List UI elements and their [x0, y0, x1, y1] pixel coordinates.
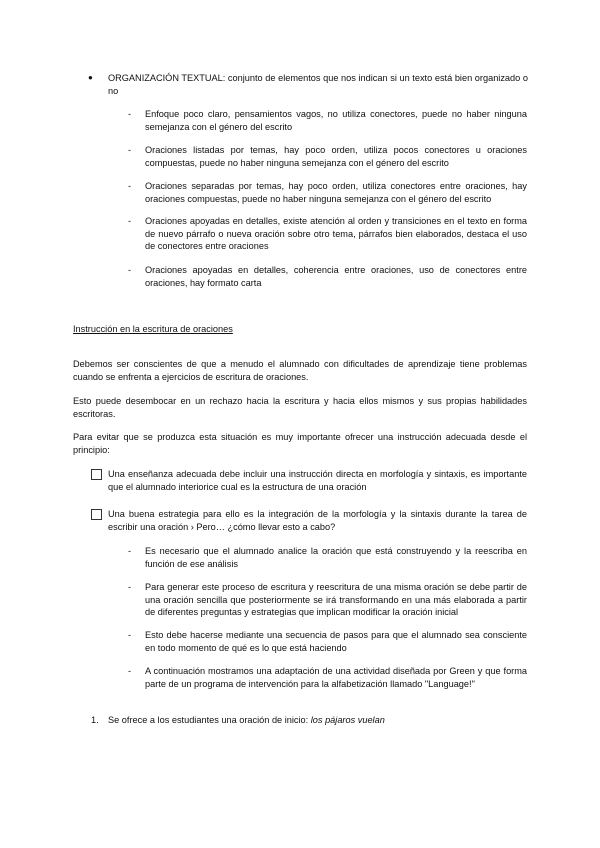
bullet-marker: ● [88, 73, 93, 82]
checkbox[interactable] [91, 469, 102, 480]
section-heading: Instrucción en la escritura de oraciones [73, 324, 233, 334]
numbered-item [108, 714, 385, 727]
checkbox[interactable] [91, 509, 102, 520]
sub-item: Para generar este proceso de escritura y reescritura de una misma oración se debe partir de una oración sencilla que posteriormente se irá transformando en una más elaborada a partir de diferentes preguntas y estrategias que implican modificar la oración inicial [145, 582, 527, 618]
numbered-item-text: Se ofrece a los estudiantes una oración de inicio: [108, 715, 311, 725]
organization-definition [108, 72, 528, 97]
dash-marker: - [128, 216, 132, 226]
checkbox-item-text: Una enseñanza adecuada debe incluir una instrucción directa en morfología y sintaxis, es importante que el alumnado interiorice cual es la estructura de una oración [108, 469, 527, 492]
paragraph: Para evitar que se produzca esta situación es muy importante ofrecer una instrucción adecuada desde el principio: [73, 432, 527, 455]
dash-marker: - [128, 630, 132, 640]
organization-title: ORGANIZACIÓN TEXTUAL: [108, 73, 226, 83]
paragraph: Esto puede desembocar en un rechazo hacia la escritura y hacia ellos mismos y sus propias habilidades escritoras. [73, 396, 527, 419]
dash-marker: - [128, 145, 132, 155]
org-level-item: Oraciones listadas por temas, hay poco orden, utiliza pocos conectores u oraciones compuestas, puede no haber ninguna semejanza con el género del escrito [145, 145, 527, 168]
sub-item: Esto debe hacerse mediante una secuencia de pasos para que el alumnado sea consciente en todo momento de qué es lo que está haciendo [145, 630, 527, 653]
dash-marker: - [128, 546, 132, 556]
org-level-item: Oraciones apoyadas en detalles, existe atención al orden y transiciones en el texto en forma de nuevo párrafo o nueva oración sobre otro tema, párrafos bien elaborados, destaca el uso de conectores entre oraciones [145, 216, 527, 252]
sub-item: Es necesario que el alumnado analice la oración que está construyendo y la reescriba en función de ese análisis [145, 546, 527, 569]
organization-desc: conjunto de elementos que nos indican si un texto está bien organizado o no [108, 73, 528, 96]
checkbox-item-text: Una buena estrategia para ello es la integración de la morfología y la sintaxis durante la tarea de escribir una oración › Pero… ¿cómo llevar esto a cabo? [108, 509, 527, 532]
list-number: 1. [91, 715, 99, 725]
paragraph: Debemos ser conscientes de que a menudo el alumnado con dificultades de aprendizaje tiene problemas cuando se enfrenta a ejercicios de escritura de oraciones. [73, 359, 527, 382]
org-level-item: Enfoque poco claro, pensamientos vagos, no utiliza conectores, puede no haber ninguna semejanza con el género del escrito [145, 109, 527, 132]
dash-marker: - [128, 181, 132, 191]
dash-marker: - [128, 265, 132, 275]
dash-marker: - [128, 666, 132, 676]
sub-item: A continuación mostramos una adaptación de una actividad diseñada por Green y que forma parte de un programa de intervención para la alfabetización llamado "Language!" [145, 666, 527, 689]
org-level-item: Oraciones apoyadas en detalles, coherencia entre oraciones, uso de conectores entre oraciones, hay formato carta [145, 265, 527, 288]
dash-marker: - [128, 109, 132, 119]
dash-marker: - [128, 582, 132, 592]
org-level-item: Oraciones separadas por temas, hay poco orden, utiliza conectores entre oraciones, hay oraciones compuestas, puede no haber ninguna semejanza con el género del escrito [145, 181, 527, 204]
example-sentence: los pájaros vuelan [310, 715, 385, 725]
